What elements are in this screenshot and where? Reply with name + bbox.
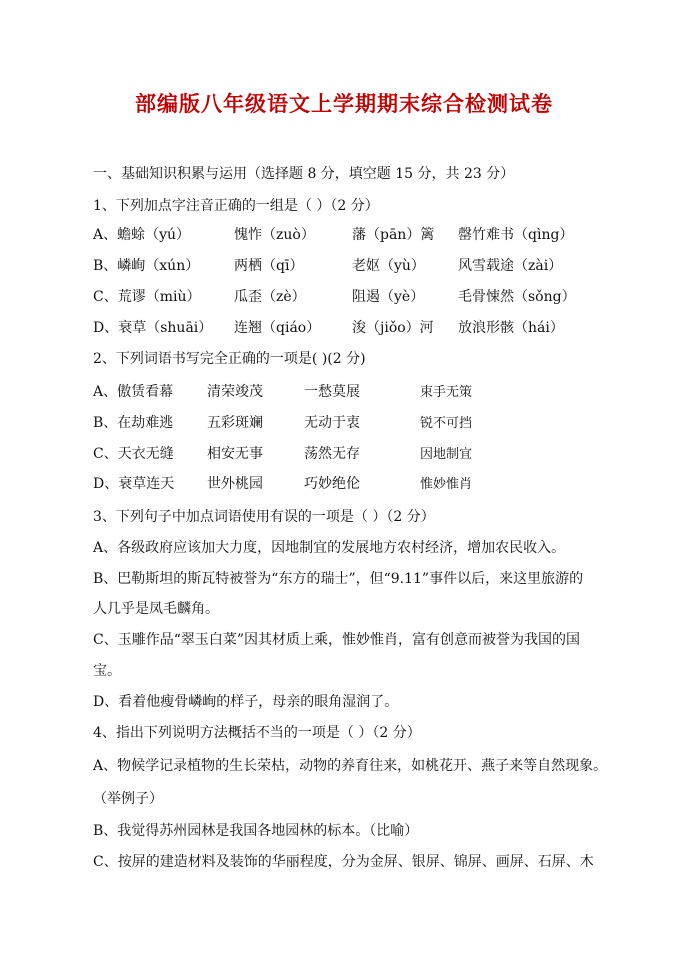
q1-option-c-2: 瓜歪（zè）: [234, 289, 306, 305]
q2-option-a-3: 一愁莫展: [304, 384, 360, 400]
question-2-stem: 2、下列词语书写完全正确的一项是( )(2 分): [93, 351, 366, 367]
q1-option-d-2: 连翘（qiáo）: [234, 320, 321, 336]
q3-option-c-line-2: 宝。: [93, 663, 121, 679]
q1-option-a-2: 愧怍（zuò）: [234, 227, 315, 243]
q1-option-b-2: 两栖（qī）: [234, 258, 304, 274]
q1-option-a-1: A、蟾蜍（yú）: [93, 227, 191, 243]
q1-option-c-1: C、荒谬（miù）: [93, 289, 201, 305]
q2-option-a-4: 束手无策: [420, 385, 473, 400]
q1-option-d-3: 浚（jiǒo）河: [352, 320, 434, 336]
q3-option-c-line-1: C、玉雕作品“翠玉白菜”因其材质上乘，惟妙惟肖，富有创意而被誉为我国的国: [93, 632, 581, 648]
q2-option-c-4: 因地制宜: [420, 447, 473, 462]
page-title: 部编版八年级语文上学期期末综合检测试卷: [135, 92, 553, 116]
q4-option-a-line-2: （举例子）: [93, 791, 163, 807]
q1-option-a-3: 藩（pān）篱: [352, 227, 435, 243]
q4-option-b: B、我觉得苏州园林是我国各地园林的标本。（比喻）: [93, 823, 419, 839]
q2-option-b-2: 五彩斑斓: [207, 415, 263, 431]
q2-option-b-1: B、在劫难逃: [93, 415, 174, 431]
q2-option-d-2: 世外桃园: [207, 476, 263, 492]
q1-option-b-4: 风雪载途（zài）: [458, 258, 563, 274]
q2-option-a-1: A、傲赁看幕: [93, 384, 174, 400]
q3-option-a: A、各级政府应该加大力度，因地制宜的发展地方农村经济，增加农民收入。: [93, 540, 566, 556]
q1-option-d-4: 放浪形骸（hái）: [458, 320, 564, 336]
q1-option-b-1: B、嶙峋（xún）: [93, 258, 200, 274]
q3-option-b-line-2: 人几乎是凤毛麟角。: [93, 601, 219, 617]
question-1-stem: 1、下列加点字注音正确的一组是（ ）（2 分）: [93, 198, 379, 214]
q2-option-b-3: 无动于衷: [304, 415, 360, 431]
q2-option-a-2: 清荣竣茂: [207, 384, 263, 400]
q4-option-a-line-1: A、物候学记录植物的生长荣枯，动物的养育往来，如桃花开、燕子来等自然现象。: [93, 758, 608, 774]
q1-option-b-3: 老妪（yù）: [352, 258, 425, 274]
q2-option-b-4: 锐不可挡: [420, 416, 473, 431]
question-3-stem: 3、下列句子中加点词语使用有误的一项是（ ）（2 分）: [93, 509, 435, 525]
q3-option-d: D、看着他瘦骨嶙峋的样子，母亲的眼角湿润了。: [93, 694, 399, 710]
section-heading: 一、基础知识积累与运用（选择题 8 分，填空题 15 分，共 23 分）: [93, 166, 515, 182]
q1-option-a-4: 罄竹难书（qìng）: [458, 227, 574, 243]
q3-option-b-line-1: B、巴勒斯坦的斯瓦特被誉为“东方的瑞士”，但“9.11”事件以后，来这里旅游的: [93, 571, 584, 587]
q2-option-d-3: 巧妙绝伦: [304, 476, 360, 492]
q2-option-d-1: D、衰草连天: [93, 476, 175, 492]
q2-option-c-3: 荡然无存: [304, 446, 360, 462]
q2-option-c-1: C、天衣无缝: [93, 446, 174, 462]
q1-option-c-3: 阻遏（yè）: [352, 289, 425, 305]
q2-option-c-2: 相安无事: [207, 446, 263, 462]
q1-option-d-1: D、衰草（shuāi）: [93, 320, 213, 336]
question-4-stem: 4、指出下列说明方法概括不当的一项是（ ）（2 分）: [93, 725, 421, 741]
q4-option-c: C、按屏的建造材料及装饰的华丽程度，分为金屏、银屏、锦屏、画屏、石屏、木: [93, 854, 594, 870]
q2-option-d-4: 惟妙惟肖: [420, 477, 473, 492]
q1-option-c-4: 毛骨悚然（sǒng）: [458, 289, 576, 305]
